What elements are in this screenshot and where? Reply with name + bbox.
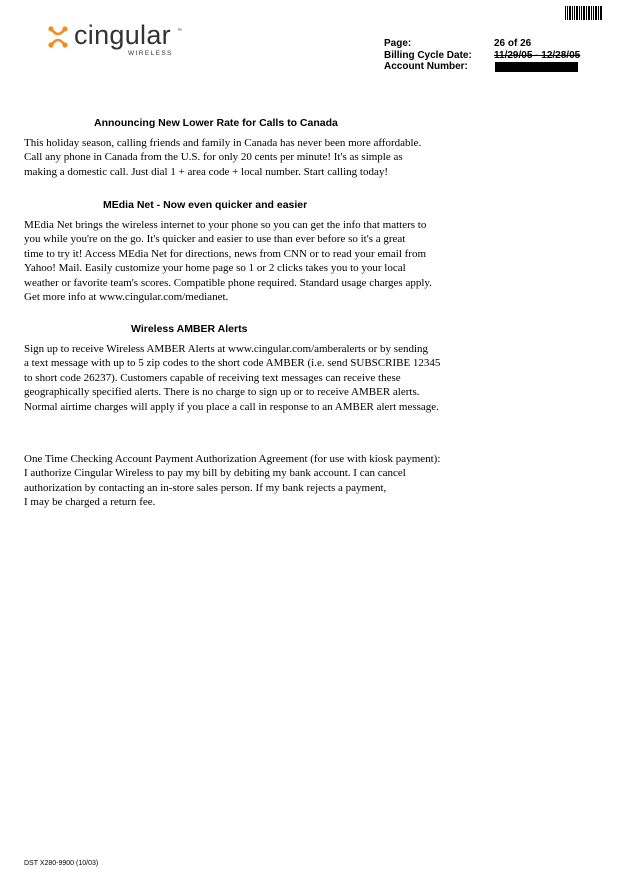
section-paragraph [24, 136, 494, 179]
brand-subtitle: WIRELESS [128, 50, 173, 57]
billing-cycle-value: 11/29/05 - 12/28/05 [494, 49, 581, 61]
section-paragraph [24, 342, 494, 414]
paragraph-line: weather or favorite team's scores. Compatible phone required. Standard usage charges apply. [24, 276, 432, 289]
page-label: Page: [384, 38, 412, 49]
page-value: 26 of 26 [494, 38, 532, 49]
billing-cycle-label: Billing Cycle Date: [384, 49, 472, 61]
section-heading: Announcing New Lower Rate for Calls to Canada [94, 117, 338, 129]
agreement-line: One Time Checking Account Payment Authorization Agreement (for use with kiosk payment): [24, 453, 441, 465]
paragraph-line: Sign up to receive Wireless AMBER Alerts at www.cingular.com/amberalerts or by sending [24, 343, 429, 355]
account-number-label: Account Number: [384, 61, 468, 72]
section-paragraph [24, 218, 494, 304]
paragraph-line: geographically specified alerts. There is no charge to sign up or to receive AMBER alerts. [24, 386, 420, 399]
brand-name: cingular [74, 20, 171, 50]
agreement-line: authorization by contacting an in-store sales person. If my bank rejects a payment, [24, 481, 387, 494]
paragraph-line: to short code 26237). Customers capable of receiving text messages can receive these [24, 371, 401, 384]
amber-alerts-section [24, 322, 494, 414]
paragraph-line: Get more info at www.cingular.com/medianet. [24, 291, 229, 304]
paragraph-line: This holiday season, calling friends and family in Canada has never been more affordable. [24, 137, 422, 149]
payment-authorization-agreement [24, 446, 494, 510]
redacted-account-number [495, 62, 578, 72]
paragraph-line: Yahoo! Mail. Easily customize your home page so 1 or 2 clicks takes you to your local [24, 262, 406, 275]
paragraph-line: Normal airtime charges will apply if you place a call in response to an AMBER alert message. [24, 400, 439, 413]
cingular-jack-logo-icon [48, 26, 68, 48]
paragraph-line: MEdia Net brings the wireless internet to your phone so you can get the info that matters to [24, 219, 427, 231]
paragraph-line: time to try it! Access MEdia Net for directions, news from CNN or to read your email from [24, 247, 427, 260]
agreement-line: I authorize Cingular Wireless to pay my bill by debiting my bank account. I can cancel [24, 467, 406, 480]
paragraph-line: you while you're on the go. It's quicker and easier to use than ever before so it's a great [24, 233, 406, 246]
section-heading: MEdia Net - Now even quicker and easier [103, 199, 308, 211]
paragraph-line: making a domestic call. Just dial 1 + area code + local number. Start calling today! [24, 165, 388, 178]
paragraph-line: Call any phone in Canada from the U.S. for only 20 cents per minute! It's as simple as [24, 151, 403, 164]
paragraph-line: a text message with up to 5 zip codes to the short code AMBER (i.e. send SUBSCRIBE 12345 [24, 357, 441, 370]
agreement-line: I may be charged a return fee. [24, 496, 156, 509]
form-code: DST X280-9900 (10/03) [24, 860, 99, 867]
barcode-icon [565, 6, 602, 20]
brand-trademark: ™ [177, 28, 182, 34]
section-heading: Wireless AMBER Alerts [131, 323, 248, 335]
media-net-section [24, 198, 494, 304]
canada-rate-section [24, 116, 494, 179]
agreement-paragraph [24, 452, 494, 510]
